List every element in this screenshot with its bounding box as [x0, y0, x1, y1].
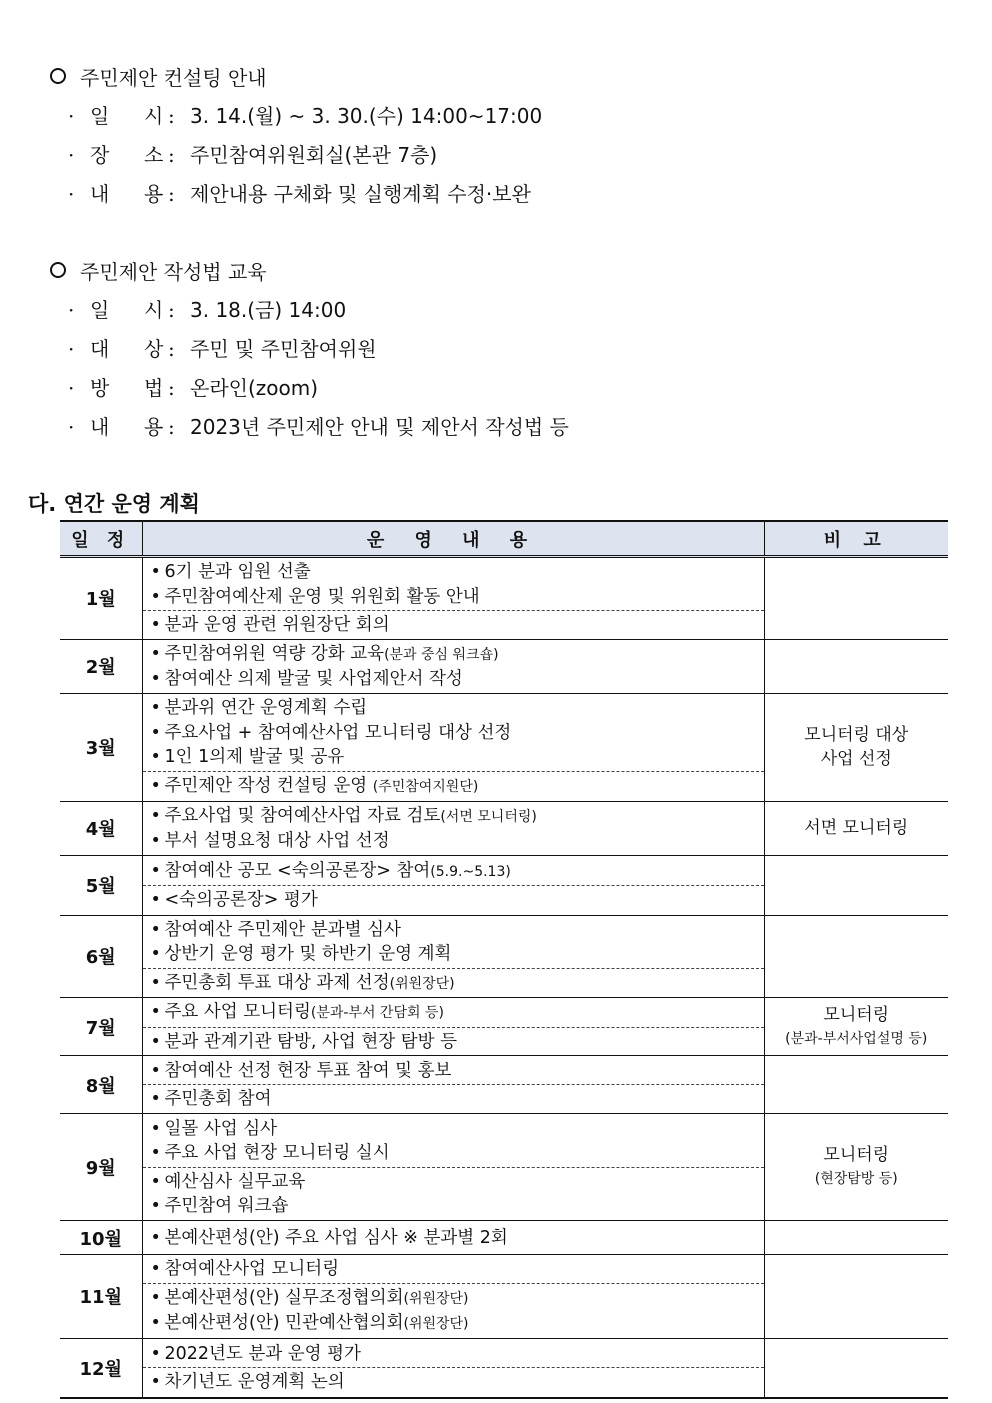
content-item: • 분과 운영 관련 위원장단 회의 — [150, 615, 390, 635]
content-item: • 상반기 운영 평가 및 하반기 운영 계획 — [150, 944, 452, 964]
note-subtext: (현장탐방 등) — [814, 1171, 898, 1187]
table-row — [60, 1221, 948, 1255]
month-cell: 10월 — [60, 1221, 142, 1255]
education-item-method: · 방 법 : 온라인(zoom) — [68, 376, 319, 400]
content-group — [143, 1224, 764, 1252]
note-cell — [764, 801, 948, 855]
content-cell — [142, 1221, 764, 1255]
table-row — [60, 915, 948, 998]
content-group — [143, 857, 764, 886]
content-item: • 참여예산 공모 <숙의공론장> 참여(5.9.~5.13) — [150, 860, 511, 881]
month-cell: 1월 — [60, 557, 142, 640]
content-group — [143, 1084, 764, 1113]
annual-plan-table — [60, 520, 948, 1399]
note-text: 모니터링 대상 — [804, 725, 909, 745]
content-item: • 주민총회 투표 대상 과제 선정(위원장단) — [150, 972, 455, 993]
content-item: • 참여예산 주민제안 분과별 심사 — [150, 919, 401, 940]
content-item: • 본예산편성(안) 민관예산협의회(위원장단) — [150, 1313, 469, 1333]
table-row — [60, 855, 948, 915]
content-group — [143, 1340, 764, 1368]
content-item: • 참여예산 의제 발굴 및 사업제안서 작성 — [150, 669, 463, 689]
content-item: • 주민총회 참여 — [150, 1089, 272, 1109]
note-cell — [764, 855, 948, 915]
header-note: 비 고 — [764, 521, 948, 557]
month-cell: 7월 — [60, 998, 142, 1056]
consulting-item-date: · 일 시 : 3. 14.(월) ~ 3. 30.(수) 14:00~17:00 — [68, 104, 543, 128]
month-cell: 8월 — [60, 1056, 142, 1114]
content-item: • 주요 사업 모니터링(분과-부서 간담회 등) — [150, 1002, 444, 1022]
content-cell — [142, 915, 764, 998]
month-cell: 5월 — [60, 855, 142, 915]
note-subtext: 사업 선정 — [820, 749, 892, 769]
content-item: • 주요 사업 현장 모니터링 실시 — [150, 1143, 390, 1163]
content-cell — [142, 639, 764, 693]
plan-title: 다. 연간 운영 계획 — [28, 492, 200, 516]
circle-bullet-icon — [50, 68, 66, 84]
month-cell: 6월 — [60, 915, 142, 998]
content-group — [143, 1167, 764, 1220]
content-group — [143, 998, 764, 1027]
month-cell: 4월 — [60, 801, 142, 855]
circle-bullet-icon — [50, 262, 66, 278]
content-group — [143, 558, 764, 610]
note-cell — [764, 639, 948, 693]
content-group — [143, 610, 764, 639]
content-cell — [142, 855, 764, 915]
note-cell — [764, 1114, 948, 1221]
content-group — [143, 1115, 764, 1167]
content-group — [143, 802, 764, 855]
note-cell — [764, 557, 948, 640]
content-item: • 분과위 연간 운영계획 수립 — [150, 698, 368, 718]
table-row — [60, 998, 948, 1056]
education-item-target: · 대 상 : 주민 및 주민참여위원 — [68, 337, 377, 361]
month-cell: 2월 — [60, 639, 142, 693]
content-group — [143, 1283, 764, 1338]
content-item: • 참여예산사업 모니터링 — [150, 1259, 340, 1279]
content-item: • 2022년도 분과 운영 평가 — [150, 1343, 361, 1364]
table-header-row — [60, 521, 948, 557]
content-item: • 예산심사 실무교육 — [150, 1171, 306, 1192]
content-cell — [142, 1255, 764, 1339]
table-row — [60, 693, 948, 801]
content-item: • 주민참여위원 역량 강화 교육(분과 중심 워크숍) — [150, 643, 499, 664]
content-group — [143, 1057, 764, 1085]
content-group — [143, 694, 764, 771]
note-cell — [764, 915, 948, 998]
content-group — [143, 968, 764, 998]
table-row — [60, 1114, 948, 1221]
consulting-item-content: · 내 용 : 제안내용 구체화 및 실행계획 수정·보완 — [68, 182, 531, 206]
table-row — [60, 639, 948, 693]
plan-table-body — [60, 557, 948, 1399]
content-item: • 주요사업 + 참여예산사업 모니터링 대상 선정 — [150, 722, 512, 743]
month-cell: 12월 — [60, 1338, 142, 1398]
month-cell: 3월 — [60, 693, 142, 801]
note-text: 모니터링 — [823, 1004, 890, 1025]
note-cell — [764, 1221, 948, 1255]
content-group — [143, 885, 764, 914]
education-item-content: · 내 용 : 2023년 주민제안 안내 및 제안서 작성법 등 — [68, 415, 569, 439]
note-cell — [764, 998, 948, 1056]
content-group — [143, 640, 764, 693]
note-cell — [764, 1338, 948, 1398]
consulting-title: 주민제안 컨설팅 안내 — [80, 66, 267, 90]
table-row — [60, 557, 948, 640]
content-item: • 주민제안 작성 컨설팅 운영 (주민참여지원단) — [150, 775, 479, 796]
education-title: 주민제안 작성법 교육 — [80, 260, 267, 284]
table-row — [60, 801, 948, 855]
content-item: • 분과 관계기관 탐방, 사업 현장 탐방 등 — [150, 1031, 458, 1052]
content-item: • 본예산편성(안) 실무조정협의회(위원장단) — [150, 1287, 469, 1308]
content-group — [143, 1367, 764, 1396]
content-group — [143, 916, 764, 968]
content-cell — [142, 1114, 764, 1221]
note-cell — [764, 1255, 948, 1339]
note-cell — [764, 1056, 948, 1114]
consulting-heading — [50, 62, 267, 91]
content-item: • 일몰 사업 심사 — [150, 1118, 278, 1139]
content-item: • <숙의공론장> 평가 — [150, 890, 318, 910]
content-item: • 주민참여예산제 운영 및 위원회 활동 안내 — [150, 586, 480, 607]
note-text: 모니터링 — [823, 1145, 890, 1165]
header-content: 운 영 내 용 — [142, 521, 764, 557]
note-text: 서면 모니터링 — [804, 818, 909, 838]
education-heading — [50, 256, 267, 285]
content-group — [143, 771, 764, 801]
content-item: • 주민참여 워크숍 — [150, 1196, 289, 1216]
content-cell — [142, 1338, 764, 1398]
content-item: • 참여예산 선정 현장 투표 참여 및 홍보 — [150, 1060, 452, 1081]
content-cell — [142, 998, 764, 1056]
content-item: • 부서 설명요청 대상 사업 선정 — [150, 831, 390, 851]
table-row — [60, 1255, 948, 1339]
content-group — [143, 1255, 764, 1283]
content-cell — [142, 801, 764, 855]
content-cell — [142, 693, 764, 801]
consulting-item-place: · 장 소 : 주민참여위원회실(본관 7층) — [68, 143, 438, 167]
content-item: • 차기년도 운영계획 논의 — [150, 1372, 345, 1393]
content-item: • 본예산편성(안) 주요 사업 심사 ※ 분과별 2회 — [150, 1227, 508, 1248]
header-schedule: 일 정 — [60, 521, 142, 557]
content-item: • 6기 분과 임원 선출 — [150, 562, 311, 582]
content-item: • 1인 1의제 발굴 및 공유 — [150, 747, 345, 767]
table-row — [60, 1338, 948, 1398]
note-subtext: (분과-부서사업설명 등) — [785, 1030, 928, 1047]
education-item-date: · 일 시 : 3. 18.(금) 14:00 — [68, 298, 347, 322]
note-cell — [764, 693, 948, 801]
month-cell: 11월 — [60, 1255, 142, 1339]
content-item: • 주요사업 및 참여예산사업 자료 검토(서면 모니터링) — [150, 805, 537, 826]
content-cell — [142, 557, 764, 640]
content-group — [143, 1027, 764, 1056]
content-cell — [142, 1056, 764, 1114]
table-row — [60, 1056, 948, 1114]
month-cell: 9월 — [60, 1114, 142, 1221]
